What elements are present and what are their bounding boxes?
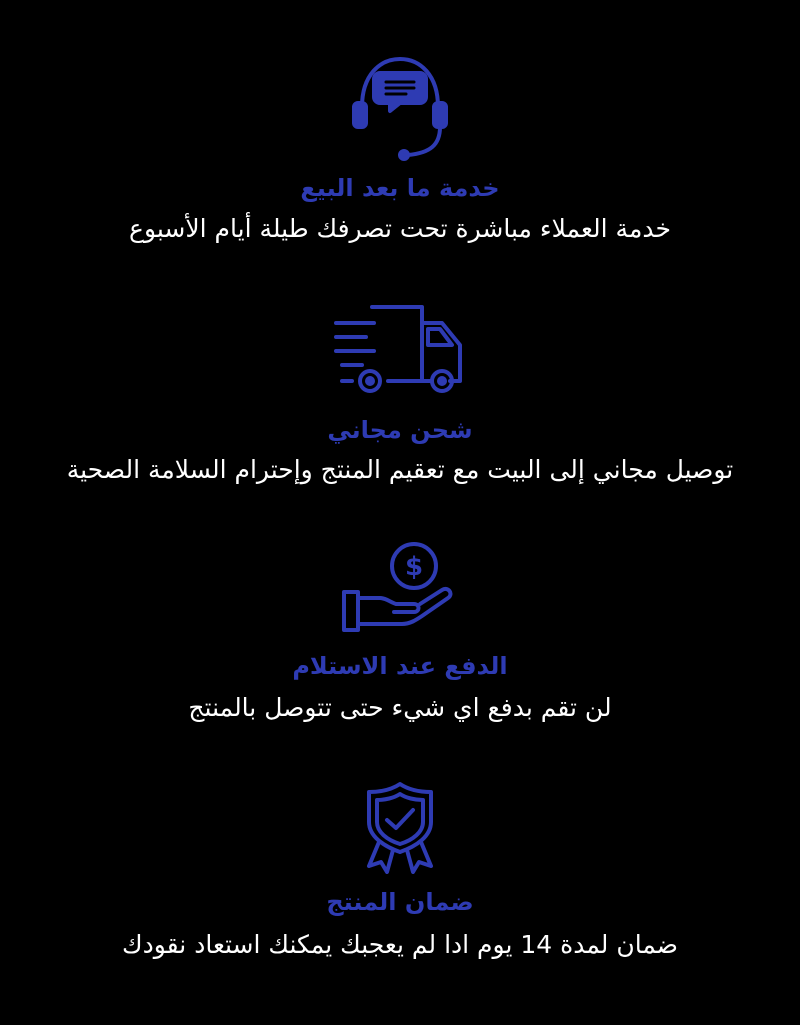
feature-title: ضمان المنتج <box>326 888 474 916</box>
feature-description: توصيل مجاني إلى البيت مع تعقيم المنتج وإحترام السلامة الصحية <box>66 455 734 484</box>
svg-text:$: $ <box>404 552 424 582</box>
feature-description: خدمة العملاء مباشرة تحت تصرفك طيلة أيام الأسبوع <box>129 214 671 243</box>
feature-title: الدفع عند الاستلام <box>292 652 508 680</box>
feature-description: ضمان لمدة 14 يوم ادا لم يعجبك يمكنك استعاد نقودك <box>121 930 679 959</box>
feature-title: خدمة ما بعد البيع <box>300 174 500 202</box>
shield-badge-icon <box>365 780 435 874</box>
feature-title: شحن مجاني <box>327 416 473 444</box>
feature-description: لن تقم بدفع اي شيء حتى تتوصل بالمنتج <box>188 693 612 722</box>
